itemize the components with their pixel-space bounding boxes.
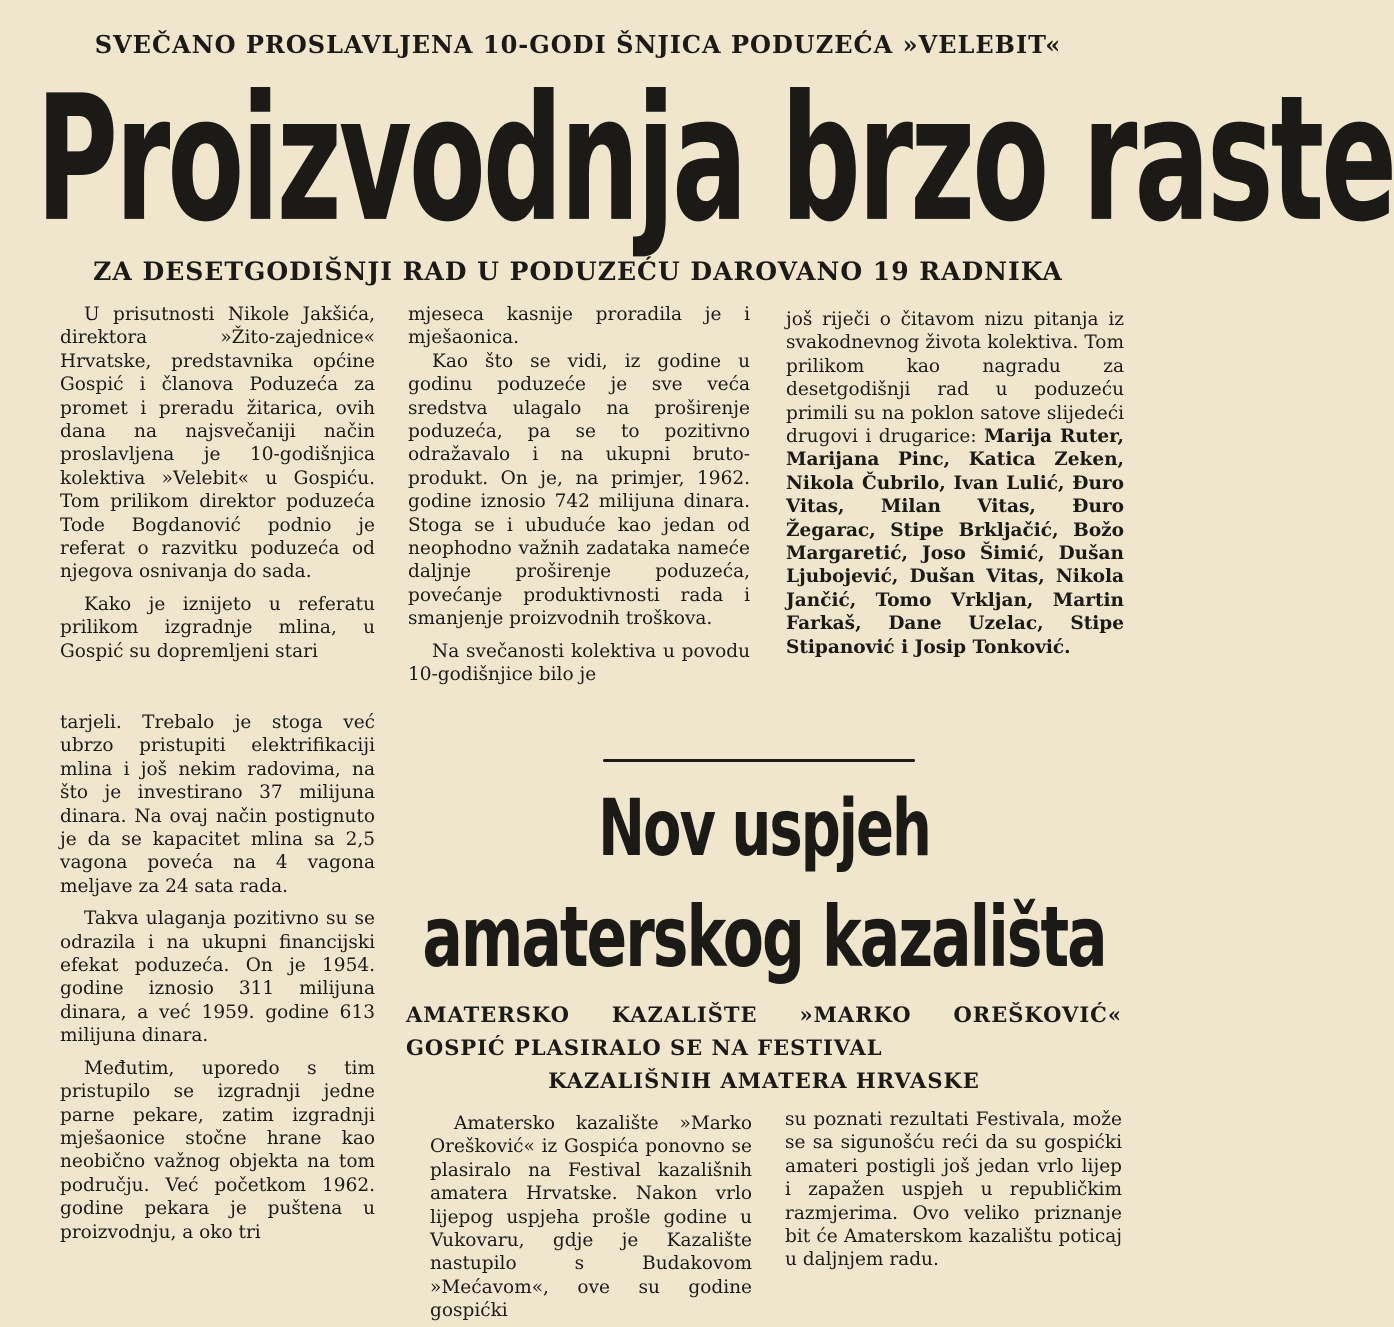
article1-column-1 [60,303,375,663]
paragraph: su poznati rezultati Festivala, može se sa sigunošću reći da su gospićki amateri postigli još jedan vrlo lijep i zapažen uspjeh u republičkim razmjerima. Ovo veliko priznanje bit će Amaterskom kazalištu poticaj u daljnjem radu. [785,1109,1122,1271]
paragraph [786,308,1124,659]
paragraph: mjeseca kasnije proradila je i mješaonica. [408,304,750,349]
section-divider [603,759,915,762]
article2-headline-line2: amaterskog kazališta [422,889,1106,987]
paragraph: Kao što se vidi, iz godine u godinu poduzeće je sve veća sredstva ulagalo na proširenje poduzeća, pa se to pozitivno odražavalo i na ukupni bruto-produkt. On je, na primjer, 1962. godine iznosio 742 milijuna dinara. Stoga se i ubuduće kao jedan od neophodno važnih zadataka nameće daljnje proširenje poduzeća, povećanje produktivnosti rada i smanjenje proizvodnih troškova. [408,350,750,630]
article2-headline-line1: Nov uspjeh [598,783,930,875]
deck-line: KAZALIŠNIH AMATERA HRVASKE [548,1068,980,1093]
paragraph: tarjeli. Trebalo je stoga već ubrzo pristupiti elektrifikaciji mlina i još nekim radovima, na što je investirano 37 milijuna dinara. Na ovaj način postignuto je da se kapacitet mlina sa 2,5 vagona poveća na 4 vagona meljave za 24 sata rada. [60,712,375,897]
article1-headline: Proizvodnja brzo raste [36,59,1394,261]
article2-deck [406,998,1122,1097]
article1-subhead: ZA DESETGODIŠNJI RAD U PODUZEĆU DAROVANO 19 RADNIKA [93,257,1063,286]
article1-column-1-continued [60,711,375,1244]
paragraph-text: još riječi o čitavom nizu pitanja iz svakodnevnog života kolektiva. Tom prilikom kao nagradu za desetgodišnji rad u poduzeću primili su na poklon satove slijedeći drugovi i drugarice: [786,309,1124,448]
paragraph: Međutim, uporedo s tim pristupilo se izgradnji jedne parne pekare, zatim izgradnji mješaonice stočne hrane kao neobično važnog objekta na tom području. Već početkom 1962. godine pekara je puštena u proizvodnju, a oko tri [60,1057,375,1243]
paragraph: U prisutnosti Nikole Jakšića, direktora »Žito-zajednice« Hrvatske, predstavnika općine Gospić i članova Poduzeća za promet i preradu žitarica, ovih dana na najsvečaniji način proslavljena je 10-godišnjica kolektiva »Velebit« u Gospiću. Tom prilikom direktor poduzeća Tode Bogdanović podnio je referat o razvitku poduzeća od njegova osnivanja do sada. [60,304,375,583]
article1-column-3 [786,308,1124,659]
awardee-names: Marija Ruter, Marijana Pinc, Katica Zeken, Nikola Čubrilo, Ivan Lulić, Đuro Vitas, Milan Vitas, Đuro Žegarac, Stipe Brkljačić, Božo Margaretić, Joso Šimić, Dušan Ljubojević, Dušan Vitas, Nikola Jančić, Tomo Vrkljan, Martin Farkaš, Dane Uzelac, Stipe Stipanović i Josip Tonković. [786,426,1124,658]
paragraph: Kako je iznijeto u referatu prilikom izgradnje mlina, u Gospić su dopremljeni stari [60,593,375,662]
paragraph: Na svečanosti kolektiva u povodu 10-godišnjice bilo je [408,640,750,686]
article2-column-1 [430,1112,752,1323]
article2-column-2 [785,1108,1122,1272]
paragraph: Takva ulaganja pozitivno su se odrazila i na ukupni financijski efekat poduzeća. On je 1954. godine iznosio 311 milijuna dinara, a već 1959. godine 613 milijuna dinara. [60,908,375,1047]
deck-line: AMATERSKO KAZALIŠTE »MARKO OREŠKOVIĆ« GOSPIĆ PLASIRALO SE NA FESTIVAL [406,1002,1122,1060]
article1-column-2 [408,303,750,687]
paragraph: Amatersko kazalište »Marko Orešković« iz Gospića ponovno se plasiralo na Festival kazališnih amatera Hrvatske. Nakon vrlo lijepog uspjeha prošle godine u Vukovaru, gdje je Kazalište nastupilo s Budakovom »Mećavom«, ove su godine gospićki [430,1113,752,1322]
article1-kicker: SVEČANO PROSLAVLJENA 10-GODI ŠNJICA PODUZEĆA »VELEBIT« [94,30,1062,59]
